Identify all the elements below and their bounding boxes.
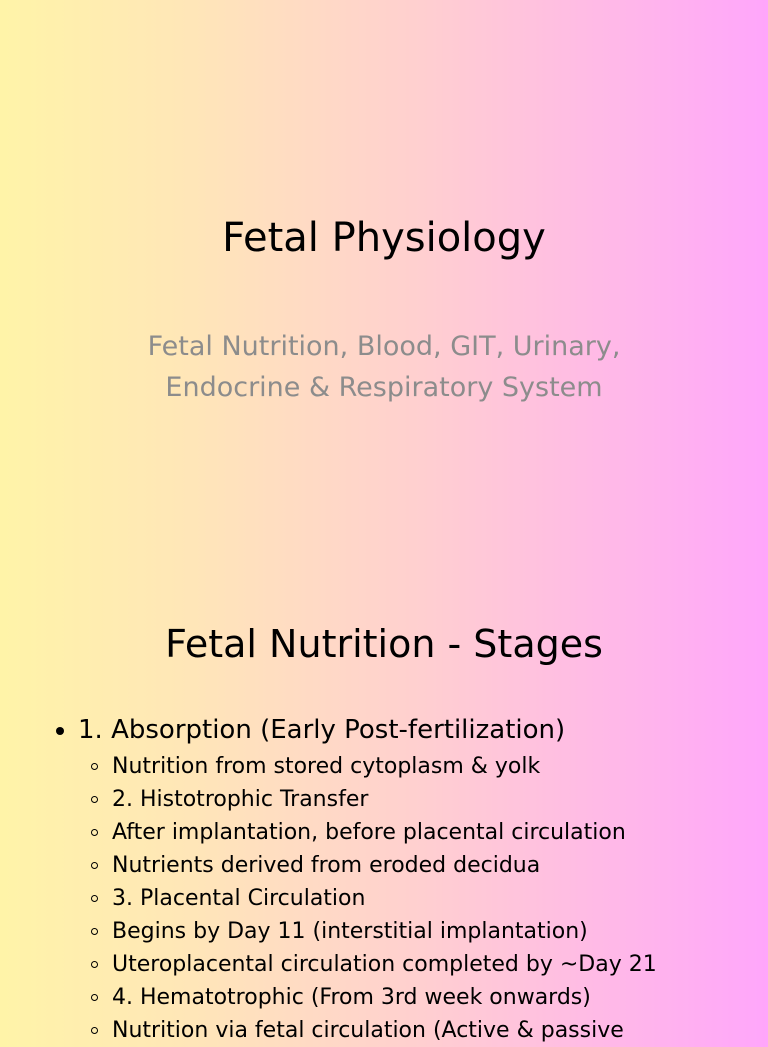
sub-bullet-text: Begins by Day 11 (interstitial implantation) [112, 919, 588, 944]
hollow-bullet-icon [91, 994, 98, 1001]
sub-bullet-item [0, 750, 768, 783]
sub-bullet-item [0, 882, 768, 915]
sub-bullet-text: 2. Histotrophic Transfer [112, 787, 369, 812]
sub-bullet-item [0, 915, 768, 948]
sub-bullet-text: Uteroplacental circulation completed by ~Day 21 [112, 952, 657, 977]
sub-bullet-text: 4. Hematotrophic (From 3rd week onwards) [112, 985, 591, 1010]
hollow-bullet-icon [91, 928, 98, 935]
sub-bullet-item [0, 981, 768, 1014]
slide-title: Fetal Physiology [222, 215, 546, 261]
sub-bullet-text: Nutrients derived from eroded decidua [112, 853, 541, 878]
bullet-list [0, 710, 768, 1047]
hollow-bullet-icon [91, 961, 98, 968]
slide-subtitle [0, 326, 768, 408]
sub-bullet-group [0, 750, 768, 1047]
hollow-bullet-icon [91, 895, 98, 902]
subtitle-line-2: Endocrine & Respiratory System [165, 372, 603, 403]
sub-bullet-text: Nutrition from stored cytoplasm & yolk [112, 754, 541, 779]
hollow-bullet-icon [91, 1027, 98, 1034]
sub-bullet-list [0, 750, 768, 1047]
sub-bullet-item [0, 1014, 768, 1047]
hollow-bullet-icon [91, 862, 98, 869]
bullet-dot-icon [56, 727, 64, 735]
sub-bullet-item [0, 816, 768, 849]
sub-bullet-text: 3. Placental Circulation [112, 886, 366, 911]
bullet-text: 1. Absorption (Early Post-fertilization) [78, 715, 566, 745]
sub-bullet-item [0, 849, 768, 882]
sub-bullet-item [0, 783, 768, 816]
hollow-bullet-icon [91, 796, 98, 803]
section-title: Fetal Nutrition - Stages [165, 622, 603, 666]
hollow-bullet-icon [91, 763, 98, 770]
sub-bullet-text: After implantation, before placental circulation [112, 820, 626, 845]
sub-bullet-text: Nutrition via fetal circulation (Active & passive [112, 1018, 624, 1043]
bullet-item [0, 710, 768, 750]
subtitle-line-1: Fetal Nutrition, Blood, GIT, Urinary, [147, 331, 621, 362]
sub-bullet-item [0, 948, 768, 981]
hollow-bullet-icon [91, 829, 98, 836]
